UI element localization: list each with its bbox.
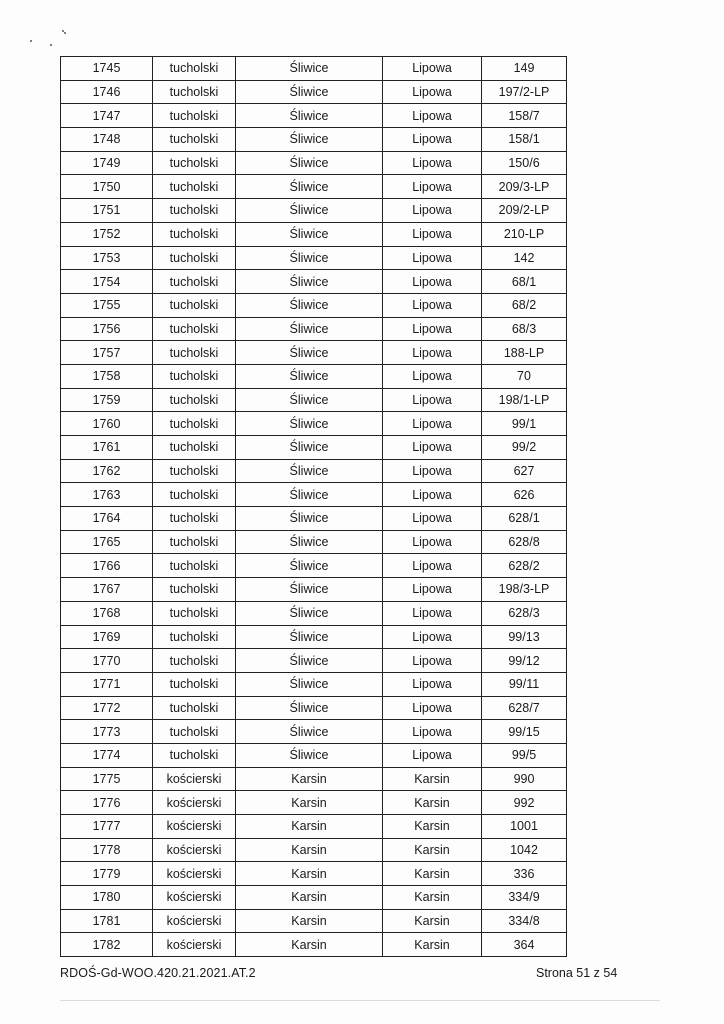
- commune-cell: Śliwice: [236, 649, 383, 673]
- row-number-cell: 1758: [61, 364, 153, 388]
- commune-cell: Śliwice: [236, 578, 383, 602]
- county-cell: tucholski: [153, 80, 236, 104]
- parcel-number-cell: 364: [482, 933, 567, 957]
- precinct-cell: Lipowa: [383, 128, 482, 152]
- table-row: [61, 128, 567, 152]
- row-number-cell: 1747: [61, 104, 153, 128]
- county-cell: tucholski: [153, 720, 236, 744]
- county-cell: tucholski: [153, 483, 236, 507]
- parcel-number-cell: 209/2-LP: [482, 199, 567, 223]
- precinct-cell: Karsin: [383, 909, 482, 933]
- parcel-number-cell: 99/1: [482, 412, 567, 436]
- commune-cell: Śliwice: [236, 720, 383, 744]
- county-cell: tucholski: [153, 530, 236, 554]
- table-row: [61, 483, 567, 507]
- parcel-number-cell: 334/8: [482, 909, 567, 933]
- commune-cell: Karsin: [236, 933, 383, 957]
- commune-cell: Śliwice: [236, 530, 383, 554]
- scan-specks: [26, 26, 86, 56]
- parcel-number-cell: 99/12: [482, 649, 567, 673]
- commune-cell: Śliwice: [236, 246, 383, 270]
- row-number-cell: 1773: [61, 720, 153, 744]
- precinct-cell: Lipowa: [383, 364, 482, 388]
- commune-cell: Śliwice: [236, 554, 383, 578]
- precinct-cell: Karsin: [383, 862, 482, 886]
- row-number-cell: 1748: [61, 128, 153, 152]
- parcel-number-cell: 628/3: [482, 601, 567, 625]
- table-row: [61, 767, 567, 791]
- county-cell: tucholski: [153, 696, 236, 720]
- precinct-cell: Lipowa: [383, 199, 482, 223]
- precinct-cell: Lipowa: [383, 578, 482, 602]
- county-cell: tucholski: [153, 649, 236, 673]
- county-cell: kościerski: [153, 886, 236, 910]
- commune-cell: Śliwice: [236, 436, 383, 460]
- precinct-cell: Lipowa: [383, 293, 482, 317]
- table-row: [61, 80, 567, 104]
- parcel-number-cell: 99/15: [482, 720, 567, 744]
- precinct-cell: Lipowa: [383, 649, 482, 673]
- row-number-cell: 1768: [61, 601, 153, 625]
- precinct-cell: Lipowa: [383, 270, 482, 294]
- county-cell: kościerski: [153, 862, 236, 886]
- precinct-cell: Lipowa: [383, 554, 482, 578]
- county-cell: tucholski: [153, 175, 236, 199]
- commune-cell: Śliwice: [236, 459, 383, 483]
- row-number-cell: 1766: [61, 554, 153, 578]
- table-row: [61, 791, 567, 815]
- parcel-number-cell: 197/2-LP: [482, 80, 567, 104]
- table-row: [61, 933, 567, 957]
- parcel-number-cell: 628/1: [482, 507, 567, 531]
- precinct-cell: Lipowa: [383, 175, 482, 199]
- county-cell: kościerski: [153, 767, 236, 791]
- precinct-cell: Lipowa: [383, 57, 482, 81]
- parcel-number-cell: 158/7: [482, 104, 567, 128]
- row-number-cell: 1750: [61, 175, 153, 199]
- commune-cell: Śliwice: [236, 128, 383, 152]
- commune-cell: Śliwice: [236, 80, 383, 104]
- table-row: [61, 625, 567, 649]
- county-cell: tucholski: [153, 459, 236, 483]
- table-row: [61, 151, 567, 175]
- row-number-cell: 1767: [61, 578, 153, 602]
- county-cell: tucholski: [153, 578, 236, 602]
- parcel-number-cell: 990: [482, 767, 567, 791]
- table-row: [61, 530, 567, 554]
- county-cell: tucholski: [153, 199, 236, 223]
- table-row: [61, 104, 567, 128]
- precinct-cell: Lipowa: [383, 222, 482, 246]
- parcel-number-cell: 149: [482, 57, 567, 81]
- parcel-number-cell: 99/5: [482, 743, 567, 767]
- row-number-cell: 1755: [61, 293, 153, 317]
- parcel-number-cell: 99/11: [482, 672, 567, 696]
- parcel-number-cell: 99/2: [482, 436, 567, 460]
- row-number-cell: 1764: [61, 507, 153, 531]
- row-number-cell: 1776: [61, 791, 153, 815]
- table-row: [61, 578, 567, 602]
- commune-cell: Śliwice: [236, 104, 383, 128]
- commune-cell: Karsin: [236, 909, 383, 933]
- precinct-cell: Lipowa: [383, 672, 482, 696]
- row-number-cell: 1762: [61, 459, 153, 483]
- parcel-number-cell: 628/7: [482, 696, 567, 720]
- table-row: [61, 459, 567, 483]
- parcel-number-cell: 158/1: [482, 128, 567, 152]
- row-number-cell: 1779: [61, 862, 153, 886]
- table-row: [61, 743, 567, 767]
- precinct-cell: Lipowa: [383, 246, 482, 270]
- row-number-cell: 1746: [61, 80, 153, 104]
- precinct-cell: Karsin: [383, 815, 482, 839]
- parcel-number-cell: 70: [482, 364, 567, 388]
- precinct-cell: Lipowa: [383, 388, 482, 412]
- table-row: [61, 601, 567, 625]
- parcel-number-cell: 209/3-LP: [482, 175, 567, 199]
- parcel-number-cell: 150/6: [482, 151, 567, 175]
- county-cell: kościerski: [153, 909, 236, 933]
- parcel-number-cell: 188-LP: [482, 341, 567, 365]
- table-row: [61, 175, 567, 199]
- table-row: [61, 364, 567, 388]
- table-row: [61, 838, 567, 862]
- county-cell: tucholski: [153, 151, 236, 175]
- page-number: Strona 51 z 54: [536, 966, 618, 980]
- row-number-cell: 1751: [61, 199, 153, 223]
- precinct-cell: Lipowa: [383, 104, 482, 128]
- commune-cell: Śliwice: [236, 601, 383, 625]
- precinct-cell: Lipowa: [383, 459, 482, 483]
- commune-cell: Śliwice: [236, 341, 383, 365]
- bottom-divider: [60, 1000, 660, 1001]
- table-row: [61, 222, 567, 246]
- precinct-cell: Lipowa: [383, 80, 482, 104]
- row-number-cell: 1749: [61, 151, 153, 175]
- table-row: [61, 293, 567, 317]
- precinct-cell: Karsin: [383, 886, 482, 910]
- precinct-cell: Lipowa: [383, 412, 482, 436]
- parcel-number-cell: 336: [482, 862, 567, 886]
- commune-cell: Śliwice: [236, 743, 383, 767]
- precinct-cell: Karsin: [383, 933, 482, 957]
- parcel-number-cell: 628/8: [482, 530, 567, 554]
- row-number-cell: 1745: [61, 57, 153, 81]
- commune-cell: Śliwice: [236, 293, 383, 317]
- table-row: [61, 696, 567, 720]
- commune-cell: Śliwice: [236, 222, 383, 246]
- row-number-cell: 1752: [61, 222, 153, 246]
- parcel-number-cell: 99/13: [482, 625, 567, 649]
- row-number-cell: 1761: [61, 436, 153, 460]
- commune-cell: Śliwice: [236, 175, 383, 199]
- precinct-cell: Lipowa: [383, 483, 482, 507]
- parcel-number-cell: 628/2: [482, 554, 567, 578]
- table-row: [61, 862, 567, 886]
- table-row: [61, 720, 567, 744]
- table-row: [61, 909, 567, 933]
- county-cell: kościerski: [153, 815, 236, 839]
- table-row: [61, 270, 567, 294]
- county-cell: kościerski: [153, 933, 236, 957]
- commune-cell: Śliwice: [236, 151, 383, 175]
- commune-cell: Śliwice: [236, 270, 383, 294]
- precinct-cell: Lipowa: [383, 530, 482, 554]
- table-row: [61, 57, 567, 81]
- commune-cell: Karsin: [236, 838, 383, 862]
- commune-cell: Śliwice: [236, 507, 383, 531]
- row-number-cell: 1753: [61, 246, 153, 270]
- parcel-number-cell: 198/1-LP: [482, 388, 567, 412]
- row-number-cell: 1760: [61, 412, 153, 436]
- county-cell: tucholski: [153, 222, 236, 246]
- precinct-cell: Lipowa: [383, 151, 482, 175]
- row-number-cell: 1778: [61, 838, 153, 862]
- commune-cell: Śliwice: [236, 57, 383, 81]
- row-number-cell: 1774: [61, 743, 153, 767]
- precinct-cell: Lipowa: [383, 696, 482, 720]
- row-number-cell: 1771: [61, 672, 153, 696]
- parcel-number-cell: 68/2: [482, 293, 567, 317]
- row-number-cell: 1759: [61, 388, 153, 412]
- parcel-number-cell: 627: [482, 459, 567, 483]
- county-cell: tucholski: [153, 436, 236, 460]
- county-cell: tucholski: [153, 317, 236, 341]
- commune-cell: Karsin: [236, 767, 383, 791]
- row-number-cell: 1782: [61, 933, 153, 957]
- county-cell: tucholski: [153, 507, 236, 531]
- precinct-cell: Lipowa: [383, 341, 482, 365]
- county-cell: tucholski: [153, 270, 236, 294]
- commune-cell: Karsin: [236, 791, 383, 815]
- county-cell: tucholski: [153, 293, 236, 317]
- commune-cell: Śliwice: [236, 364, 383, 388]
- table-row: [61, 672, 567, 696]
- table-row: [61, 317, 567, 341]
- county-cell: tucholski: [153, 554, 236, 578]
- county-cell: tucholski: [153, 104, 236, 128]
- county-cell: tucholski: [153, 625, 236, 649]
- table-row: [61, 507, 567, 531]
- table-row: [61, 649, 567, 673]
- commune-cell: Karsin: [236, 862, 383, 886]
- parcel-number-cell: 142: [482, 246, 567, 270]
- precinct-cell: Lipowa: [383, 625, 482, 649]
- precinct-cell: Karsin: [383, 791, 482, 815]
- table-row: [61, 436, 567, 460]
- precinct-cell: Lipowa: [383, 743, 482, 767]
- commune-cell: Śliwice: [236, 625, 383, 649]
- precinct-cell: Lipowa: [383, 436, 482, 460]
- row-number-cell: 1777: [61, 815, 153, 839]
- table-row: [61, 886, 567, 910]
- table-row: [61, 412, 567, 436]
- commune-cell: Śliwice: [236, 672, 383, 696]
- row-number-cell: 1757: [61, 341, 153, 365]
- precinct-cell: Lipowa: [383, 601, 482, 625]
- precinct-cell: Lipowa: [383, 720, 482, 744]
- commune-cell: Śliwice: [236, 412, 383, 436]
- row-number-cell: 1780: [61, 886, 153, 910]
- county-cell: tucholski: [153, 364, 236, 388]
- table-row: [61, 199, 567, 223]
- row-number-cell: 1763: [61, 483, 153, 507]
- commune-cell: Śliwice: [236, 199, 383, 223]
- table-row: [61, 341, 567, 365]
- table-row: [61, 815, 567, 839]
- precinct-cell: Karsin: [383, 838, 482, 862]
- commune-cell: Karsin: [236, 815, 383, 839]
- county-cell: tucholski: [153, 57, 236, 81]
- county-cell: kościerski: [153, 838, 236, 862]
- county-cell: tucholski: [153, 743, 236, 767]
- county-cell: kościerski: [153, 791, 236, 815]
- table-row: [61, 388, 567, 412]
- county-cell: tucholski: [153, 388, 236, 412]
- row-number-cell: 1781: [61, 909, 153, 933]
- parcel-number-cell: 626: [482, 483, 567, 507]
- row-number-cell: 1765: [61, 530, 153, 554]
- county-cell: tucholski: [153, 412, 236, 436]
- parcel-number-cell: 1042: [482, 838, 567, 862]
- county-cell: tucholski: [153, 672, 236, 696]
- parcel-number-cell: 198/3-LP: [482, 578, 567, 602]
- commune-cell: Śliwice: [236, 388, 383, 412]
- county-cell: tucholski: [153, 246, 236, 270]
- row-number-cell: 1772: [61, 696, 153, 720]
- row-number-cell: 1775: [61, 767, 153, 791]
- commune-cell: Śliwice: [236, 483, 383, 507]
- precinct-cell: Lipowa: [383, 507, 482, 531]
- row-number-cell: 1769: [61, 625, 153, 649]
- parcel-table-body: [61, 57, 567, 957]
- row-number-cell: 1754: [61, 270, 153, 294]
- county-cell: tucholski: [153, 601, 236, 625]
- parcel-number-cell: 1001: [482, 815, 567, 839]
- commune-cell: Śliwice: [236, 317, 383, 341]
- county-cell: tucholski: [153, 341, 236, 365]
- parcel-number-cell: 68/3: [482, 317, 567, 341]
- table-row: [61, 246, 567, 270]
- commune-cell: Karsin: [236, 886, 383, 910]
- parcel-number-cell: 68/1: [482, 270, 567, 294]
- parcel-table: [60, 56, 567, 957]
- table-row: [61, 554, 567, 578]
- document-reference: RDOŚ-Gd-WOO.420.21.2021.AT.2: [60, 966, 256, 980]
- commune-cell: Śliwice: [236, 696, 383, 720]
- parcel-number-cell: 210-LP: [482, 222, 567, 246]
- row-number-cell: 1770: [61, 649, 153, 673]
- precinct-cell: Lipowa: [383, 317, 482, 341]
- county-cell: tucholski: [153, 128, 236, 152]
- row-number-cell: 1756: [61, 317, 153, 341]
- parcel-number-cell: 992: [482, 791, 567, 815]
- precinct-cell: Karsin: [383, 767, 482, 791]
- parcel-number-cell: 334/9: [482, 886, 567, 910]
